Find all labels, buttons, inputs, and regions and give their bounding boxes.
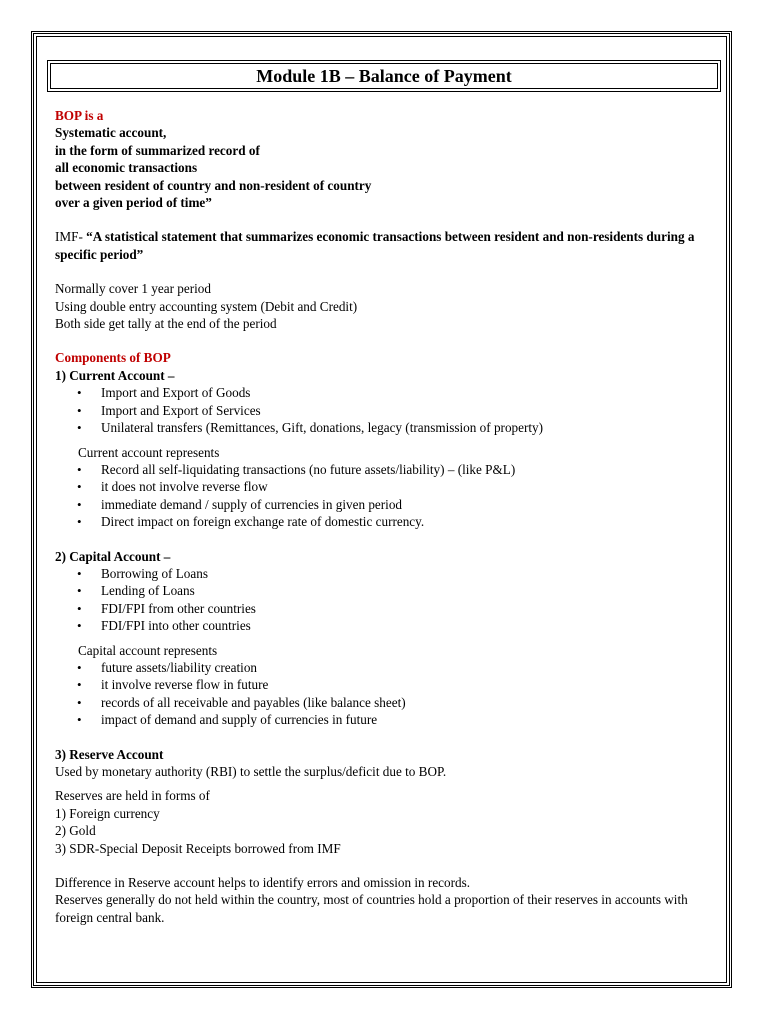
reserve-form-item: 3) SDR-Special Deposit Receipts borrowed from IMF xyxy=(55,840,341,856)
current-represents-list xyxy=(55,461,720,531)
note-line: Using double entry accounting system (Debit and Credit) xyxy=(55,298,358,314)
imf-prefix: IMF- xyxy=(55,229,87,245)
note-line: Both side get tally at the end of the period xyxy=(55,316,277,332)
reserve-forms-label: Reserves are held in forms of xyxy=(55,788,210,804)
reserve-form-item: 1) Foreign currency xyxy=(55,805,160,821)
intro-line: over a given period of time” xyxy=(55,195,212,211)
current-represents-label: Current account represents xyxy=(78,444,220,460)
imf-definition xyxy=(55,228,720,263)
document-body xyxy=(55,107,720,926)
reserve-account-heading: 3) Reserve Account xyxy=(55,746,164,762)
list-item: • Borrowing of Loans xyxy=(55,565,720,582)
list-item: • Lending of Loans xyxy=(55,582,720,599)
reserve-closing-line: Reserves generally do not held within the country, most of countries hold a proportion of their reserves in accounts with foreign central bank. xyxy=(55,892,688,925)
title-box xyxy=(47,60,721,92)
intro-heading: BOP is a xyxy=(55,108,104,123)
note-line: Normally cover 1 year period xyxy=(55,281,211,297)
list-item: • it involve reverse flow in future xyxy=(55,676,720,693)
intro-line: between resident of country and non-resident of country xyxy=(55,177,372,193)
reserve-closing-line: Difference in Reserve account helps to identify errors and omission in records. xyxy=(55,875,471,891)
list-item: • it does not involve reverse flow xyxy=(55,478,720,495)
list-item: • Record all self-liquidating transactions (no future assets/liability) – (like P&L) xyxy=(55,461,720,478)
capital-account-items xyxy=(55,565,720,635)
list-item: • Unilateral transfers (Remittances, Gift, donations, legacy (transmission of property) xyxy=(55,419,720,436)
components-heading: Components of BOP xyxy=(55,350,171,366)
list-item: • FDI/FPI from other countries xyxy=(55,600,720,617)
current-account-items xyxy=(55,384,720,436)
list-item: • Direct impact on foreign exchange rate of domestic currency. xyxy=(55,513,720,530)
reserve-description: Used by monetary authority (RBI) to settle the surplus/deficit due to BOP. xyxy=(55,764,447,779)
list-item: • records of all receivable and payables (like balance sheet) xyxy=(55,694,720,711)
list-item: • future assets/liability creation xyxy=(55,659,720,676)
current-account-heading: 1) Current Account – xyxy=(55,367,175,383)
intro-line: all economic transactions xyxy=(55,160,198,176)
reserve-form-item: 2) Gold xyxy=(55,823,96,839)
intro-line: Systematic account, xyxy=(55,125,167,141)
imf-quote: “A statistical statement that summarizes economic transactions between resident and non-residents during a specific period” xyxy=(55,229,695,262)
list-item: • immediate demand / supply of currencies in given period xyxy=(55,496,720,513)
page-title: Module 1B – Balance of Payment xyxy=(50,63,718,89)
list-item: • Import and Export of Goods xyxy=(55,384,720,401)
capital-represents-list xyxy=(55,659,720,729)
capital-represents-label: Capital account represents xyxy=(78,642,218,658)
list-item: • FDI/FPI into other countries xyxy=(55,617,720,634)
list-item: • impact of demand and supply of currencies in future xyxy=(55,711,720,728)
capital-account-heading: 2) Capital Account – xyxy=(55,548,171,564)
intro-line: in the form of summarized record of xyxy=(55,142,260,158)
list-item: • Import and Export of Services xyxy=(55,402,720,419)
